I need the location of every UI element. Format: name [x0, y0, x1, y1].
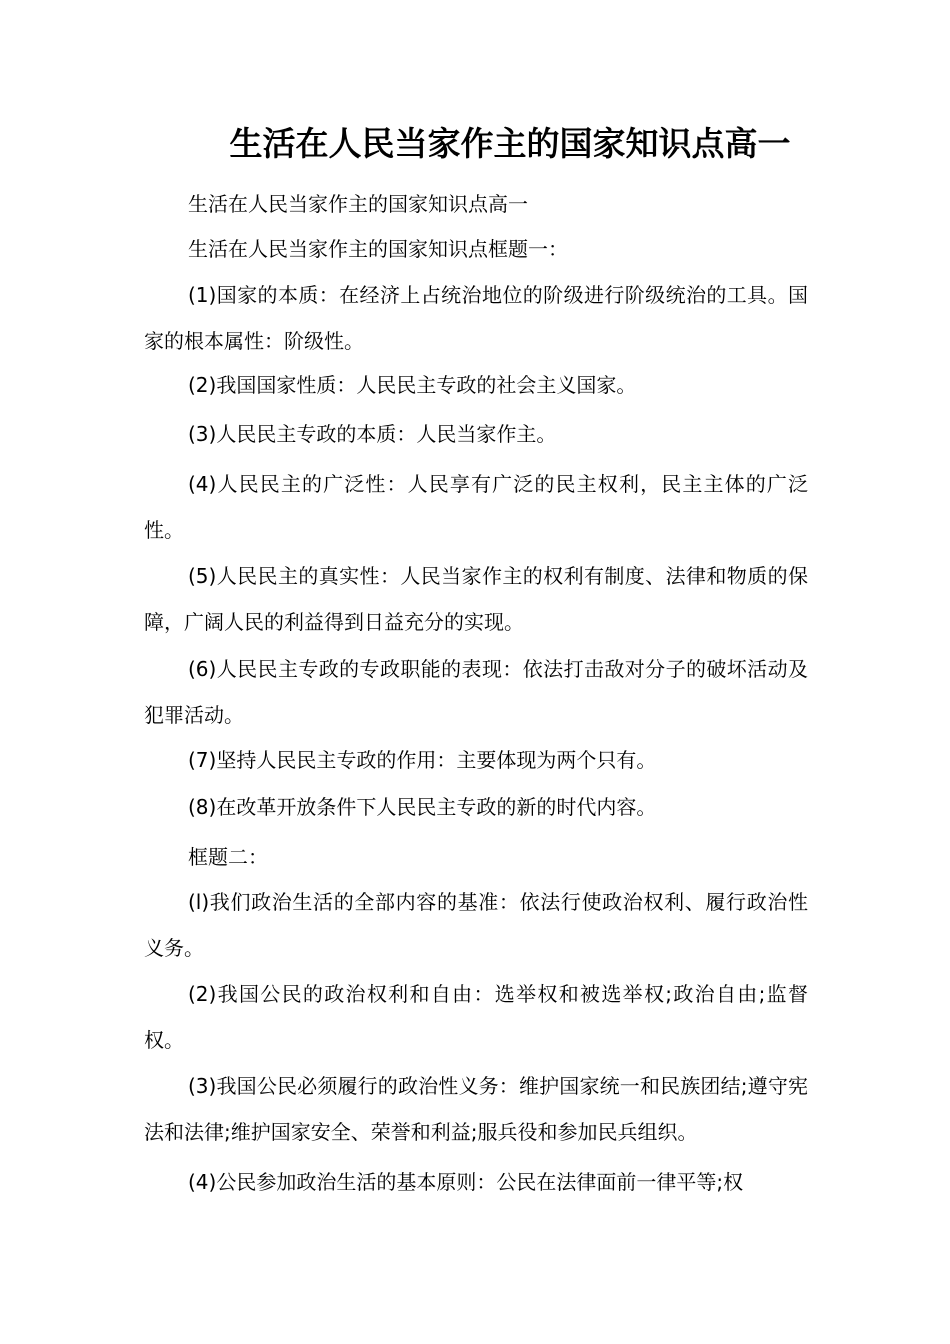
paragraph-11: 框题二：	[188, 845, 268, 869]
paragraph-7: (5)人民民主的真实性：人民当家作主的权利有制度、法律和物质的保障，广阔人民的利益得到日益充分的实现。	[144, 564, 808, 634]
paragraph-12: (l)我们政治生活的全部内容的基准：依法行使政治权利、履行政治性义务。	[144, 890, 808, 960]
paragraph-6: (4)人民民主的广泛性：人民享有广泛的民主权利，民主主体的广泛性。	[144, 472, 808, 542]
paragraph-3: (1)国家的本质：在经济上占统治地位的阶级进行阶级统治的工具。国家的根本属性：阶级性。	[144, 283, 808, 353]
paragraph-10: (8)在改革开放条件下人民民主专政的新的时代内容。	[188, 795, 657, 819]
paragraph-1: 生活在人民当家作主的国家知识点高一	[188, 192, 528, 216]
paragraph-15: (4)公民参加政治生活的基本原则：公民在法律面前一律平等;权	[188, 1170, 744, 1194]
paragraph-9: (7)坚持人民民主专政的作用：主要体现为两个只有。	[188, 748, 657, 772]
document-title: 生活在人民当家作主的国家知识点高一	[229, 124, 791, 163]
paragraph-13: (2)我国公民的政治权利和自由：选举权和被选举权;政治自由;监督权。	[144, 982, 808, 1052]
paragraph-5: (3)人民民主专政的本质：人民当家作主。	[188, 422, 557, 446]
paragraph-14: (3)我国公民必须履行的政治性义务：维护国家统一和民族团结;遵守宪法和法律;维护国家安全、荣誉和利益;服兵役和参加民兵组织。	[144, 1074, 808, 1144]
paragraph-2: 生活在人民当家作主的国家知识点框题一：	[188, 237, 568, 261]
paragraph-4: (2)我国国家性质：人民民主专政的社会主义国家。	[188, 373, 637, 397]
paragraph-8: (6)人民民主专政的专政职能的表现：依法打击敌对分子的破坏活动及犯罪活动。	[144, 657, 808, 727]
